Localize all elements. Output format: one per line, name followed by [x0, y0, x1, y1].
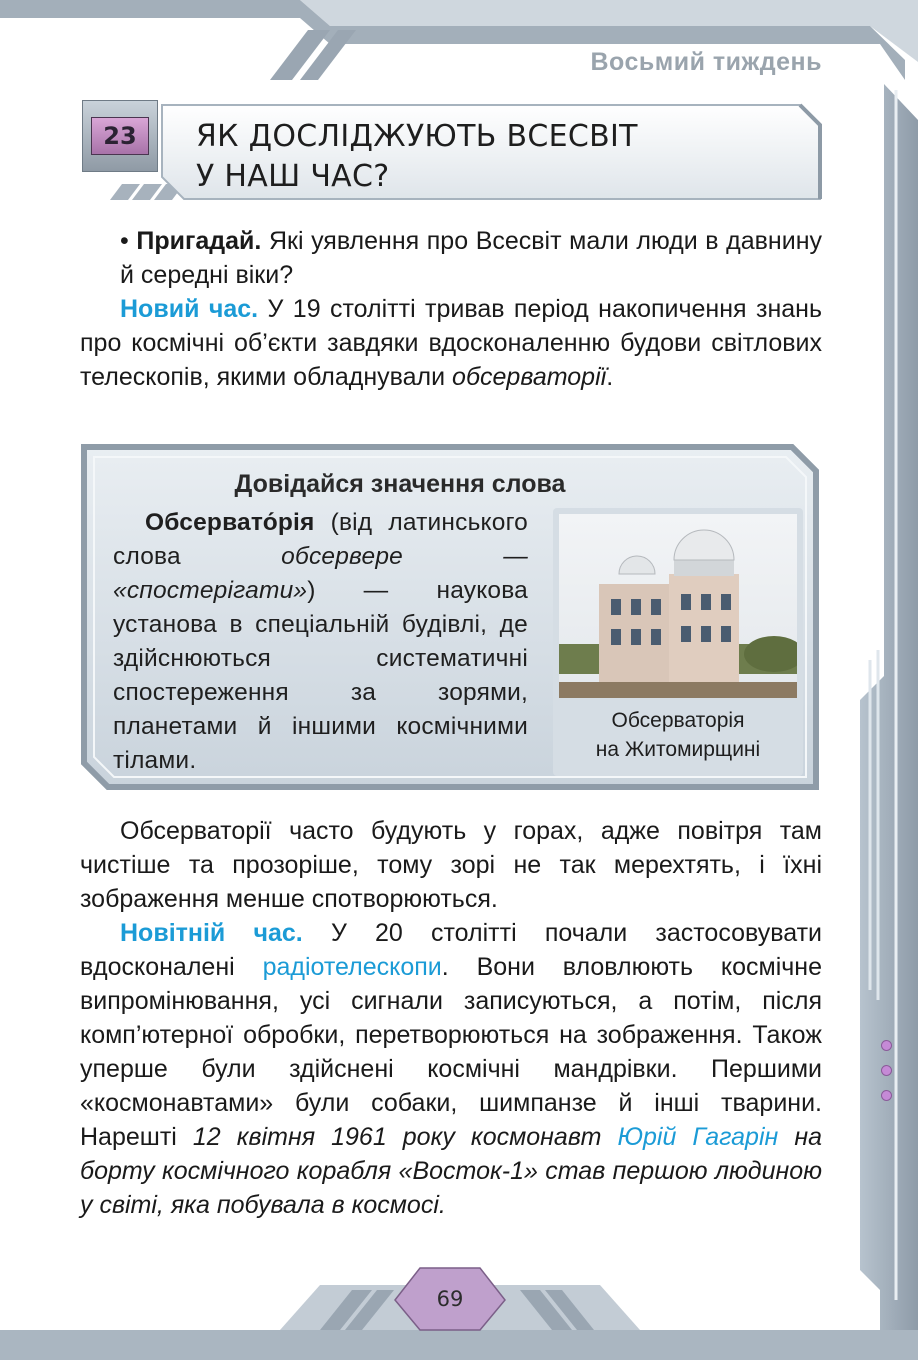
newest-time-text2: . Вони вловлюють космічне випромінювання, усі сигнали записуються, а потім, після комп’ютерної обробки, перетворюються на зображення. Також уперше були здійснені космічні мандрівки. Першими «космонавтами» були собаки, шимпанзе й інші тварини. Нарешті [80, 953, 822, 1151]
new-time-label: Новий час. [120, 295, 259, 323]
observatory-term: обсерваторії [452, 363, 607, 391]
glossary-latin: обсервере — «спостерігати» [113, 543, 528, 604]
photo-caption-line2: на Житомирщині [595, 738, 761, 761]
mountains-paragraph [80, 814, 822, 916]
glossary-term: Обсервато́рія [145, 509, 315, 536]
newest-time-text1: У 20 столітті почали застосовувати вдосконалені [80, 919, 823, 981]
gagarin-name: Юрій Гагарін [617, 1123, 779, 1151]
recall-label: Пригадай. [136, 227, 262, 255]
new-time-paragraph [80, 292, 822, 394]
bullet: • [120, 227, 129, 255]
glossary-text2: ) — наукова установа в спеціальній будівлі, де здійснюються систематичні спостереження за зорями, планетами й іншими космічними тілами. [113, 577, 528, 774]
photo-caption-line1: Обсерваторія [611, 709, 745, 732]
glossary-title: Довідайся значення слова [234, 470, 566, 498]
glossary-text1: (від латинського слова [113, 509, 528, 570]
photo-caption [553, 706, 803, 764]
intro-paragraph [80, 224, 822, 292]
newest-time-italic2: на борту космічного корабля «Восток-1» став першою людиною у світі, яка побувала в космосі. [80, 1123, 822, 1219]
recall-text: Які уявлення про Всесвіт мали люди в давнину й середні віки? [120, 227, 823, 289]
newest-time-italic1: 12 квітня 1961 року космонавт [192, 1123, 618, 1151]
lesson-title [196, 117, 638, 197]
dot-icon [881, 1040, 892, 1051]
lesson-number: 23 [91, 117, 149, 155]
mountains-text: Обсерваторії часто будують у горах, адже повітря там чистіше та прозоріше, тому зорі не так мерехтять, і їхні зображення менше спотворюються. [80, 817, 822, 913]
new-time-text: У 19 столітті тривав період накопичення знань про космічні об’єкти завдяки вдосконаленню будови світлових телескопів, якими обладнували [80, 295, 822, 391]
observatory-photo [559, 514, 797, 698]
newest-time-label: Новітній час. [120, 919, 303, 947]
dot-icon [881, 1065, 892, 1076]
glossary-definition [113, 506, 528, 778]
observatory-photo-card [553, 508, 803, 776]
lesson-title-line2: У НАШ ЧАС? [196, 159, 390, 194]
lesson-badge [82, 100, 158, 172]
radiotelescopes-link: радіотелескопи [262, 953, 442, 981]
lesson-title-line1: ЯК ДОСЛІДЖУЮТЬ ВСЕСВІТ [196, 119, 638, 154]
week-label: Восьмий тиждень [590, 48, 822, 76]
side-dots [881, 1040, 892, 1115]
new-time-end: . [606, 363, 614, 391]
page-number: 69 [436, 1287, 464, 1311]
newest-time-paragraph [80, 916, 822, 1222]
dot-icon [881, 1090, 892, 1101]
